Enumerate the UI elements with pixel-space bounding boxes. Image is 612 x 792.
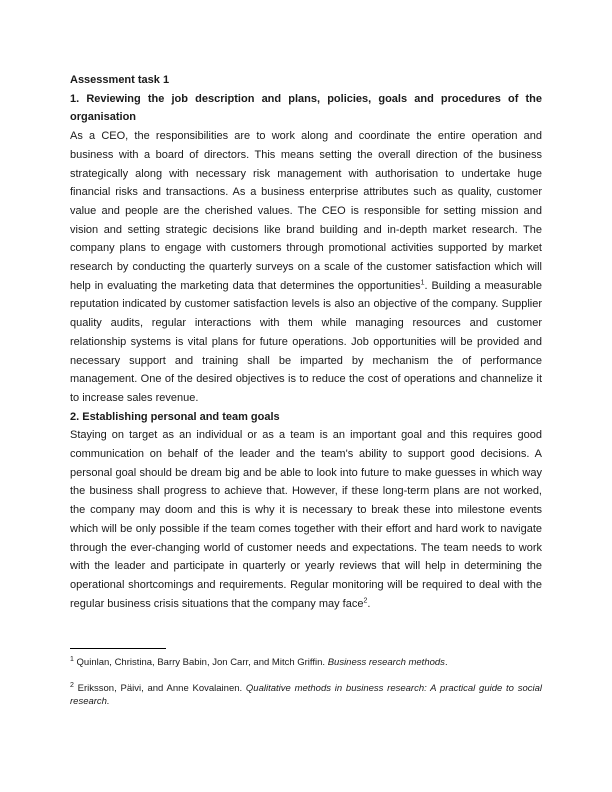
footnote-2 [70, 682, 542, 708]
footnote-2-marker: 2 [70, 681, 74, 689]
footnote-reference-2: 2 [363, 597, 368, 605]
footnotes-section [70, 648, 542, 721]
footnote-1-marker: 1 [70, 655, 74, 663]
footnote-2-authors: Eriksson, Päivi, and Anne Kovalainen. [73, 683, 246, 694]
document-title: Assessment task 1 [70, 74, 170, 86]
section-2-text-before-footnote: Staying on target as an individual or as a team is an important goal and this requires good communication on behalf of the leader and the team's ability to support good decisions. A personal goal should be dream big and be able to look into future to make guesses in which way the business shall progress to achieve that. However, if these long-term plans are not worked, the company may doom and this is why it is necessary to break these into milestone events which will be only possible if the team comes together with their effort and hard work to navigate through the ever-changing world of customer needs and expectations. The team needs to work with the leader and participate in quarterly or yearly reviews that will help in determining the operational shortcomings and requirements. Regular monitoring will be required to deal with the regular business crisis situations that the company may face [70, 429, 542, 610]
section-2-paragraph [70, 426, 542, 613]
footnote-2-title: Qualitative methods in business research: A practical guide to social research. [70, 683, 543, 707]
document-content [70, 71, 542, 613]
section-2-heading: 2. Establishing personal and team goals [70, 410, 280, 423]
footnote-separator-line [70, 648, 166, 649]
section-1-text-before-footnote: As a CEO, the responsibilities are to work along and coordinate the entire operation and business with a board of directors. This means setting the overall direction of the business strategically along with necessary risk management with authorisation to undertake huge financial risks and transactions. As a business enterprise attributes such as quality, customer value and people are the cherished values. The CEO is responsible for setting mission and vision and setting strategic decisions like brand building and in-depth market research. The company plans to engage with customers through promotional activities supported by market research by conducting the quarterly surveys on a scale of the customer satisfaction which will help in evaluating the marketing data that determines the opportunities [70, 130, 542, 292]
section-1-paragraph [70, 127, 542, 408]
footnote-1-authors: Quinlan, Christina, Barry Babin, Jon Carr, and Mitch Griffin. [73, 657, 328, 668]
footnote-reference-1: 1 [420, 279, 425, 287]
section-1-text-after-footnote: . Building a measurable reputation indicated by customer satisfaction levels is also an objective of the company. Supplier quality audits, regular interactions with them while managing resources and customer relationship systems is vital plans for future operations. Job opportunities will be provided and necessary support and training shall be imparted by mechanism the of performance management. One of the desired objectives is to reduce the cost of operations and channelize it to increase sales revenue. [70, 279, 542, 404]
footnote-1-title: Business research methods [327, 657, 445, 668]
footnote-1 [70, 656, 542, 669]
section-2-text-after-footnote: . [367, 597, 371, 610]
footnote-1-end: . [444, 657, 448, 668]
section-1-heading: 1. Reviewing the job description and plans, policies, goals and procedures of the organisation [70, 92, 542, 124]
